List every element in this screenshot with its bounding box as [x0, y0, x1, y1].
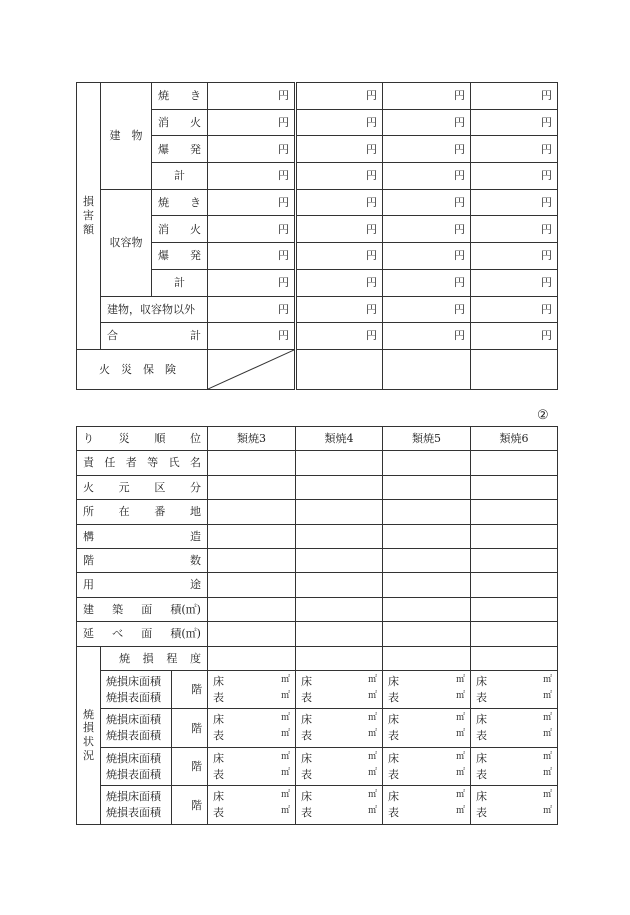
detail-table — [76, 426, 558, 825]
amount-cell: 円 — [296, 296, 383, 323]
damage-type-label: 消 火 — [152, 109, 208, 136]
amount-cell: 円 — [383, 83, 471, 110]
amount-cell: 円 — [471, 163, 558, 190]
value-cell — [208, 646, 296, 670]
row-label: 用 途 — [77, 573, 208, 597]
damage-table — [76, 82, 558, 390]
area-value-cell: 床 ㎡ 表 ㎡ — [471, 709, 558, 748]
value-cell — [296, 500, 383, 524]
value-cell — [383, 475, 471, 499]
amount-cell: 円 — [383, 269, 471, 296]
area-labels: 焼損床面積 焼損表面積 — [101, 670, 172, 709]
amount-cell: 円 — [471, 216, 558, 243]
area-value-cell: 床 ㎡ 表 ㎡ — [296, 786, 383, 825]
area-labels: 焼損床面積 焼損表面積 — [101, 786, 172, 825]
amount-cell: 円 — [296, 189, 383, 216]
insurance-cell — [471, 349, 558, 389]
value-cell — [383, 451, 471, 475]
amount-cell: 円 — [383, 296, 471, 323]
amount-cell: 円 — [471, 136, 558, 163]
value-cell — [296, 622, 383, 646]
value-cell — [296, 597, 383, 621]
damage-type-label: 焼 き — [152, 189, 208, 216]
row-label: 構 造 — [77, 524, 208, 548]
amount-cell: 円 — [208, 83, 296, 110]
row-label: 火 元 区 分 — [77, 475, 208, 499]
amount-cell: 円 — [383, 216, 471, 243]
amount-cell: 円 — [383, 323, 471, 350]
area-value-cell: 床 ㎡ 表 ㎡ — [471, 670, 558, 709]
value-cell — [296, 451, 383, 475]
damage-type-label: 消 火 — [152, 216, 208, 243]
column-header: 類焼6 — [471, 427, 558, 451]
amount-cell: 円 — [296, 216, 383, 243]
amount-cell: 円 — [296, 109, 383, 136]
column-header: 類焼4 — [296, 427, 383, 451]
fire-insurance-label: 火 災 保 険 — [77, 349, 208, 389]
floor-label: 階 — [172, 786, 208, 825]
damage-type-label: 爆 発 — [152, 136, 208, 163]
damage-type-label: 計 — [152, 269, 208, 296]
column-header: 類焼3 — [208, 427, 296, 451]
amount-cell: 円 — [383, 189, 471, 216]
value-cell — [471, 573, 558, 597]
area-value-cell: 床 ㎡ 表 ㎡ — [208, 786, 296, 825]
value-cell — [383, 646, 471, 670]
value-cell — [383, 597, 471, 621]
building-label: 建 物 — [101, 83, 152, 190]
amount-cell: 円 — [208, 109, 296, 136]
amount-cell: 円 — [383, 109, 471, 136]
value-cell — [208, 597, 296, 621]
contents-label: 収容物 — [101, 189, 152, 296]
value-cell — [471, 475, 558, 499]
amount-cell: 円 — [208, 163, 296, 190]
amount-cell: 円 — [296, 163, 383, 190]
amount-cell: 円 — [208, 136, 296, 163]
area-value-cell: 床 ㎡ 表 ㎡ — [471, 747, 558, 786]
amount-cell: 円 — [296, 243, 383, 270]
area-labels: 焼損床面積 焼損表面積 — [101, 709, 172, 748]
damage-type-label: 爆 発 — [152, 243, 208, 270]
column-header: 類焼5 — [383, 427, 471, 451]
page-marker: ② — [537, 408, 549, 423]
value-cell — [383, 524, 471, 548]
damage-type-label: 計 — [152, 163, 208, 190]
value-cell — [296, 524, 383, 548]
area-value-cell: 床 ㎡ 表 ㎡ — [208, 747, 296, 786]
row-label: 延 べ 面 積(㎡) — [77, 622, 208, 646]
amount-cell: 円 — [471, 109, 558, 136]
value-cell — [471, 500, 558, 524]
value-cell — [471, 524, 558, 548]
burn-status-label: 焼 損 状 況 — [77, 646, 101, 824]
burn-degree-label: 焼 損 程 度 — [101, 646, 208, 670]
amount-cell: 円 — [296, 323, 383, 350]
area-value-cell: 床 ㎡ 表 ㎡ — [383, 786, 471, 825]
value-cell — [383, 622, 471, 646]
area-value-cell: 床 ㎡ 表 ㎡ — [296, 747, 383, 786]
value-cell — [296, 475, 383, 499]
amount-cell: 円 — [296, 83, 383, 110]
floor-label: 階 — [172, 747, 208, 786]
amount-cell: 円 — [208, 189, 296, 216]
value-cell — [208, 548, 296, 572]
amount-cell: 円 — [383, 136, 471, 163]
value-cell — [208, 500, 296, 524]
amount-cell: 円 — [471, 269, 558, 296]
floor-label: 階 — [172, 709, 208, 748]
value-cell — [296, 646, 383, 670]
area-value-cell: 床 ㎡ 表 ㎡ — [296, 709, 383, 748]
amount-cell: 円 — [471, 83, 558, 110]
amount-cell: 円 — [296, 136, 383, 163]
value-cell — [208, 451, 296, 475]
amount-cell: 円 — [383, 163, 471, 190]
insurance-cell — [296, 349, 383, 389]
amount-cell: 円 — [208, 323, 296, 350]
value-cell — [208, 524, 296, 548]
value-cell — [383, 500, 471, 524]
value-cell — [471, 548, 558, 572]
amount-cell: 円 — [208, 296, 296, 323]
value-cell — [471, 622, 558, 646]
floor-label: 階 — [172, 670, 208, 709]
value-cell — [208, 475, 296, 499]
amount-cell: 円 — [383, 243, 471, 270]
area-value-cell: 床 ㎡ 表 ㎡ — [383, 670, 471, 709]
value-cell — [383, 573, 471, 597]
area-value-cell: 床 ㎡ 表 ㎡ — [208, 670, 296, 709]
area-value-cell: 床 ㎡ 表 ㎡ — [471, 786, 558, 825]
damage-category-label: 損 害 額 — [77, 83, 101, 350]
area-value-cell: 床 ㎡ 表 ㎡ — [208, 709, 296, 748]
row-label: 責 任 者 等 氏 名 — [77, 451, 208, 475]
amount-cell: 円 — [296, 269, 383, 296]
value-cell — [471, 597, 558, 621]
row-label: 建 築 面 積(㎡) — [77, 597, 208, 621]
area-labels: 焼損床面積 焼損表面積 — [101, 747, 172, 786]
amount-cell: 円 — [208, 243, 296, 270]
area-value-cell: 床 ㎡ 表 ㎡ — [383, 709, 471, 748]
value-cell — [296, 573, 383, 597]
value-cell — [383, 548, 471, 572]
row-label: 所 在 番 地 — [77, 500, 208, 524]
amount-cell: 円 — [471, 296, 558, 323]
amount-cell: 円 — [208, 269, 296, 296]
amount-cell: 円 — [471, 243, 558, 270]
value-cell — [296, 548, 383, 572]
damage-type-label: 焼 き — [152, 83, 208, 110]
value-cell — [471, 451, 558, 475]
insurance-cell — [383, 349, 471, 389]
amount-cell: 円 — [471, 323, 558, 350]
amount-cell: 円 — [208, 216, 296, 243]
other-label: 建物，収容物以外 — [101, 296, 208, 323]
area-value-cell: 床 ㎡ 表 ㎡ — [383, 747, 471, 786]
rank-label: り 災 順 位 — [77, 427, 208, 451]
amount-cell: 円 — [471, 189, 558, 216]
value-cell — [208, 573, 296, 597]
area-value-cell: 床 ㎡ 表 ㎡ — [296, 670, 383, 709]
total-label: 合 計 — [101, 323, 208, 350]
value-cell — [471, 646, 558, 670]
value-cell — [208, 622, 296, 646]
insurance-cell-slashed — [208, 349, 296, 389]
row-label: 階 数 — [77, 548, 208, 572]
